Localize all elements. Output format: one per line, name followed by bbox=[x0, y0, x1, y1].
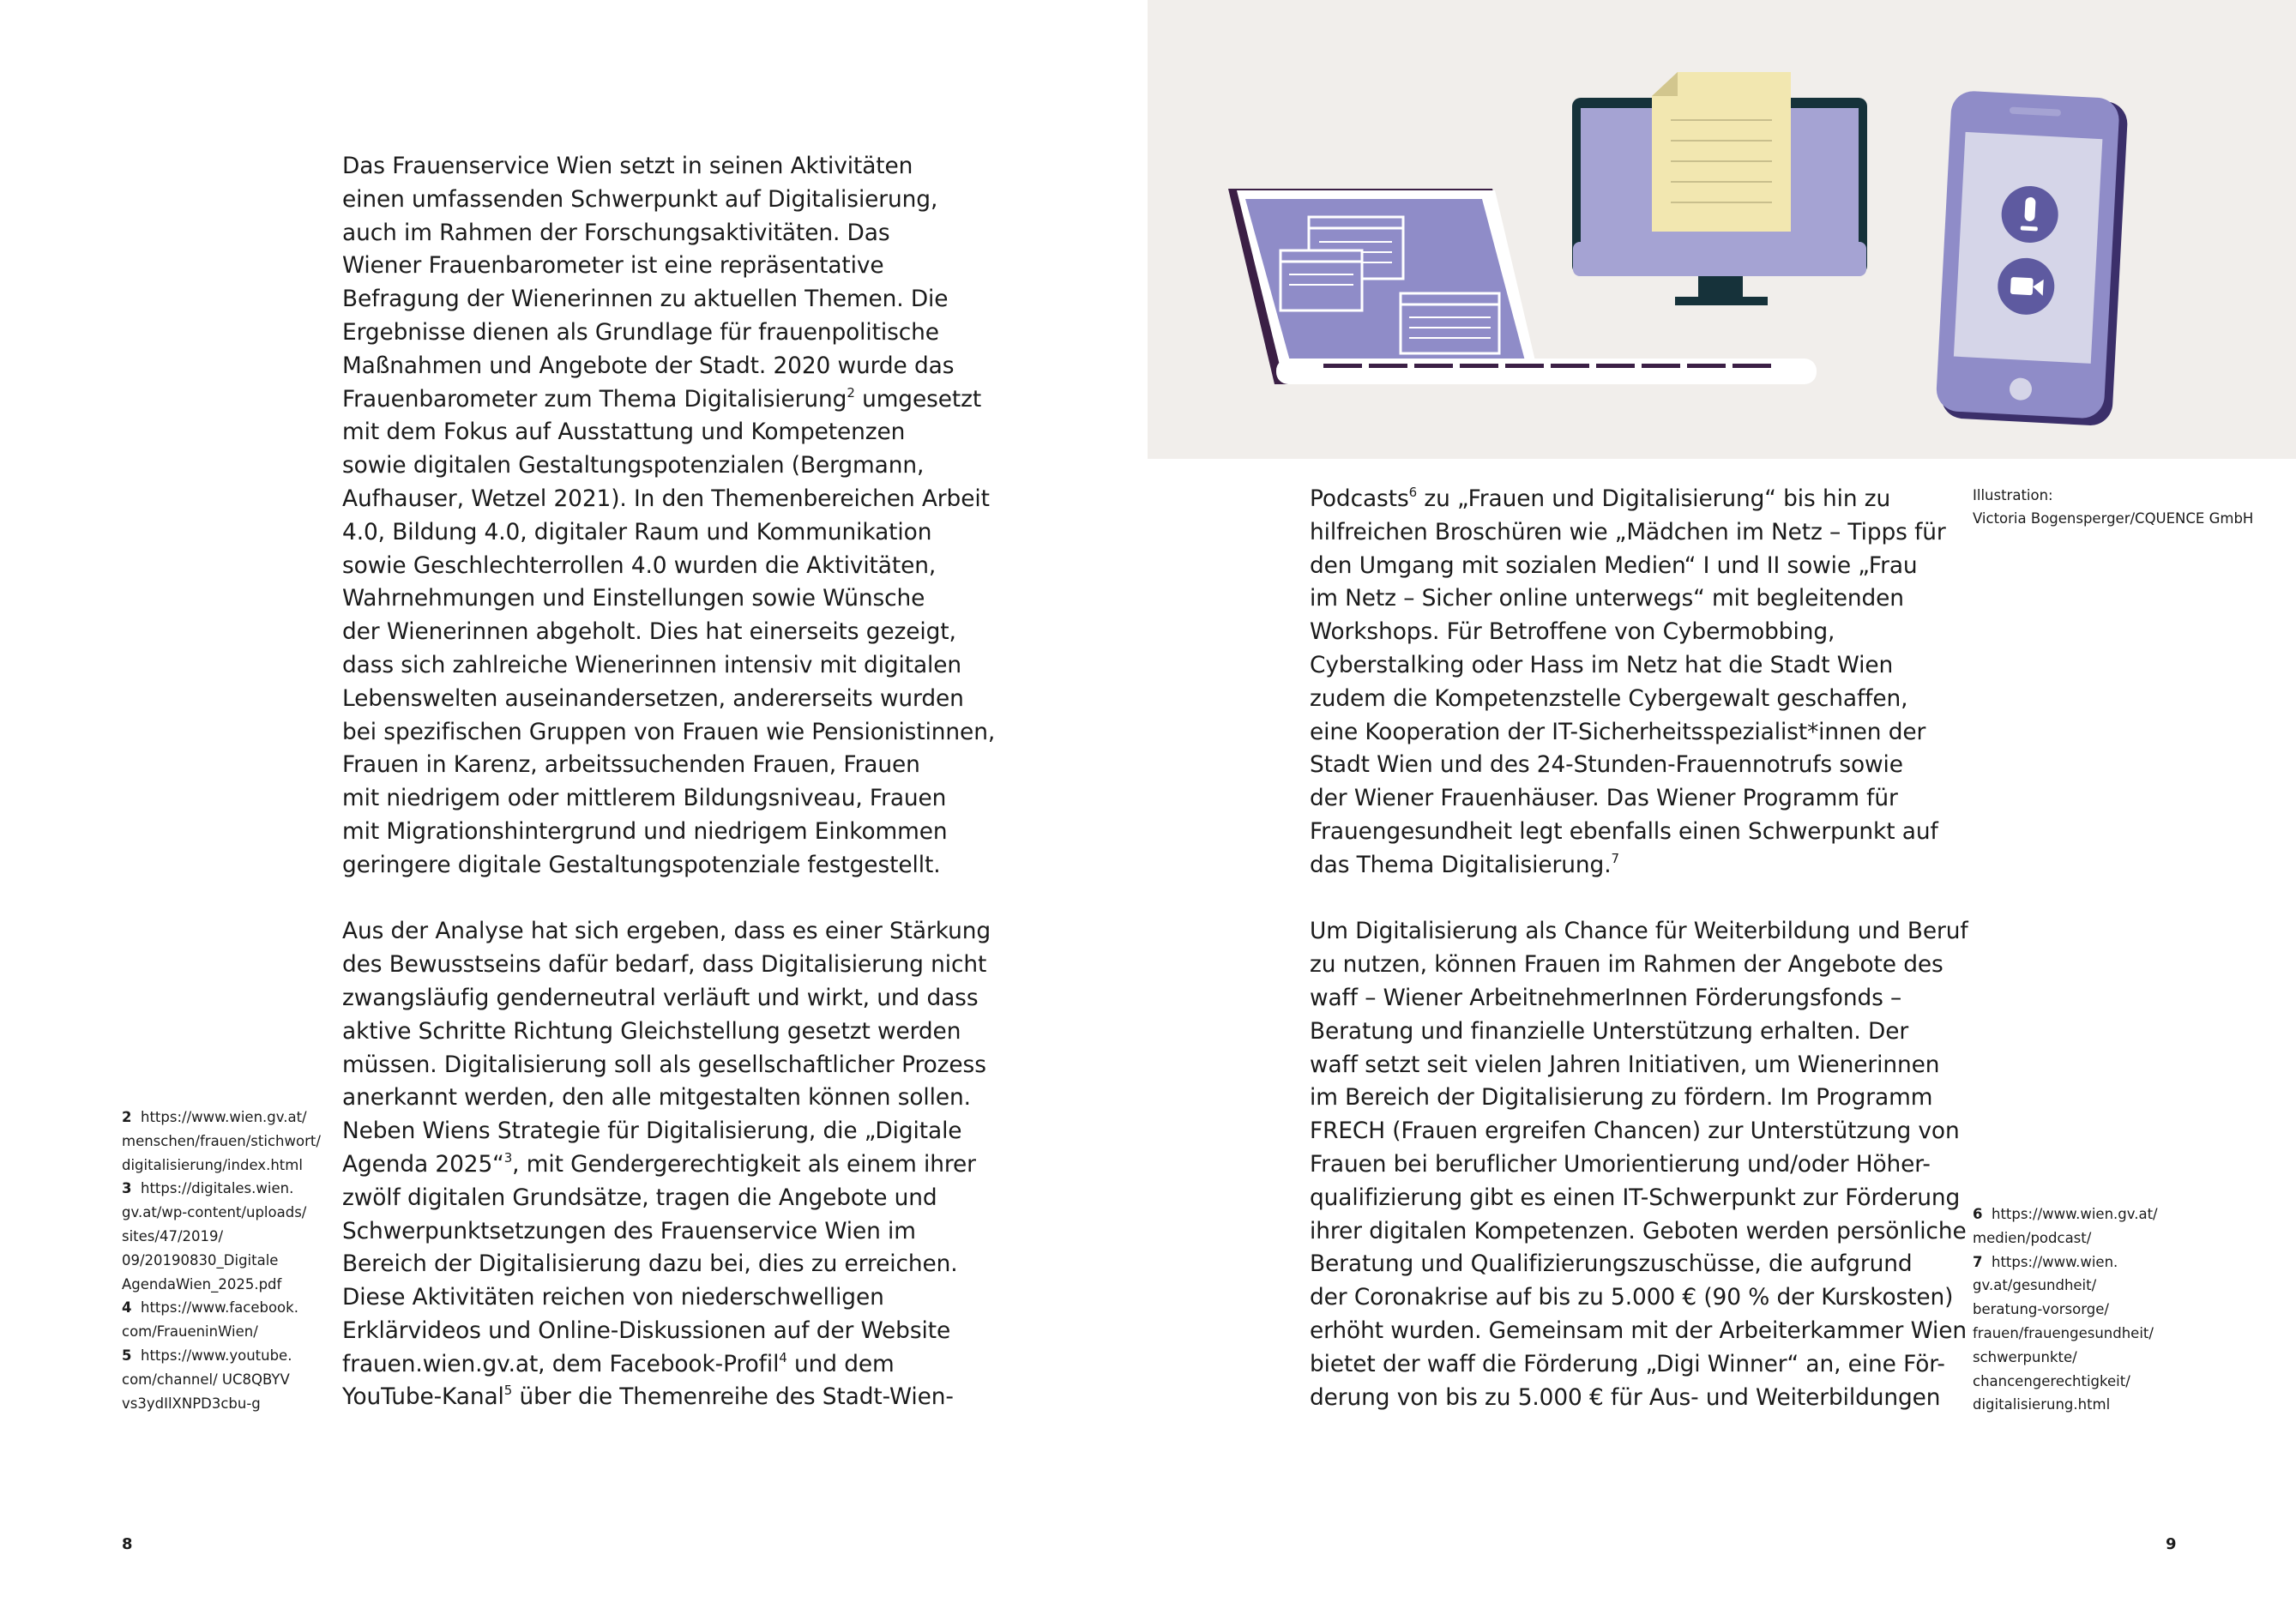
page-number-left: 8 bbox=[122, 1535, 133, 1553]
footnote-link[interactable]: vs3ydIlXNPD3cbu-g bbox=[122, 1395, 261, 1412]
footnote-link[interactable]: https://www.youtube. bbox=[140, 1347, 292, 1364]
text-line: waff setzt seit vielen Jahren Initiativen, um Wienerinnen bbox=[1310, 1051, 1940, 1078]
text-fragment: über die Themenreihe des Stadt-Wien- bbox=[512, 1383, 954, 1411]
text-line: dass sich zahlreiche Wienerinnen intensiv mit digitalen bbox=[342, 651, 962, 678]
text-line: müssen. Digitalisierung soll als gesellschaftlicher Prozess bbox=[342, 1051, 986, 1078]
text-line: bei spezifischen Gruppen von Frauen wie Pensionistinnen, bbox=[342, 718, 996, 745]
text-line: Diese Aktivitäten reichen von niederschwelligen bbox=[342, 1284, 884, 1311]
text-line bbox=[1310, 849, 1968, 883]
text-line bbox=[1310, 483, 1968, 516]
text-line: Um Digitalisierung als Chance für Weiterbildung und Beruf bbox=[1310, 918, 1968, 945]
footnote-link[interactable]: com/channel/ UC8QBYV bbox=[122, 1371, 290, 1388]
text-line: Stadt Wien und des 24-Stunden-Frauennotrufs sowie bbox=[1310, 751, 1903, 779]
right-paragraph-1 bbox=[1310, 483, 1968, 883]
text-line: zwölf digitalen Grundsätze, tragen die Angebote und bbox=[342, 1184, 937, 1211]
text-line: qualifizierung gibt es einen IT-Schwerpunkt zur Förderung bbox=[1310, 1184, 1961, 1211]
digital-devices-illustration bbox=[1148, 0, 2296, 459]
footnote-link[interactable]: https://www.wien.gv.at/ bbox=[140, 1109, 307, 1125]
footnote-link[interactable]: AgendaWien_2025.pdf bbox=[122, 1275, 282, 1293]
footnote-link[interactable]: sites/47/2019/ bbox=[122, 1227, 224, 1244]
text-line: im Netz – Sicher online unterwegs“ mit begleitenden bbox=[1310, 585, 1904, 612]
footnote-link[interactable]: frauen/frauengesundheit/ bbox=[1973, 1324, 2154, 1341]
text-line: des Bewusstseins dafür bedarf, dass Digitalisierung nicht bbox=[342, 951, 987, 979]
text-line: mit dem Fokus auf Ausstattung und Kompetenzen bbox=[342, 419, 906, 446]
footnote-line bbox=[122, 1106, 321, 1130]
footnote-number: 4 bbox=[122, 1299, 132, 1317]
left-footnotes bbox=[122, 1106, 321, 1415]
text-fragment: umgesetzt bbox=[862, 385, 982, 413]
text-line: der Wienerinnen abgeholt. Dies hat einerseits gezeigt, bbox=[342, 618, 956, 646]
footnote-link[interactable]: https://www.wien.gv.at/ bbox=[1991, 1206, 2158, 1222]
text-line: Frauen in Karenz, arbeitssuchenden Frauen, Frauen bbox=[342, 751, 920, 779]
text-line: der Wiener Frauenhäuser. Das Wiener Programm für bbox=[1310, 785, 1898, 812]
footnote-number: 3 bbox=[122, 1180, 132, 1197]
page-number-right: 9 bbox=[2166, 1535, 2177, 1553]
text-line: Befragung der Wienerinnen zu aktuellen Themen. Die bbox=[342, 286, 949, 313]
text-fragment: YouTube-Kanal bbox=[342, 1383, 504, 1411]
text-line: Beratung und Qualifizierungszuschüsse, die aufgrund bbox=[1310, 1250, 1913, 1278]
text-line: sowie Geschlechterrollen 4.0 wurden die Aktivitäten, bbox=[342, 551, 937, 579]
text-fragment: Agenda 2025“ bbox=[342, 1150, 504, 1178]
footnote-ref-5: 5 bbox=[503, 1383, 513, 1399]
text-line: Aus der Analyse hat sich ergeben, dass es einer Stärkung bbox=[342, 918, 991, 945]
text-line: Frauen bei beruflicher Umorientierung und/oder Höher- bbox=[1310, 1150, 1931, 1178]
footnote-link[interactable]: gv.at/wp-content/uploads/ bbox=[122, 1204, 307, 1221]
paragraph-gap bbox=[1310, 883, 1968, 916]
text-line: der Coronakrise auf bis zu 5.000 € (90 % der Kurskosten) bbox=[1310, 1284, 1954, 1311]
text-line: derung von bis zu 5.000 € für Aus- und Weiterbildungen bbox=[1310, 1383, 1941, 1411]
text-line: Frauengesundheit legt ebenfalls einen Schwerpunkt auf bbox=[1310, 817, 1938, 845]
text-fragment: Frauenbarometer zum Thema Digitalisierung bbox=[342, 385, 847, 413]
footnote-number: 2 bbox=[122, 1109, 132, 1125]
text-line: sowie digitalen Gestaltungspotenzialen (Bergmann, bbox=[342, 452, 925, 479]
right-footnotes bbox=[1973, 1202, 2158, 1417]
footnote-link[interactable]: medien/podcast/ bbox=[1973, 1229, 2092, 1246]
text-line: Wahrnehmungen und Einstellungen sowie Wünsche bbox=[342, 585, 925, 612]
text-line bbox=[342, 383, 995, 417]
text-line: eine Kooperation der IT-Sicherheitsspezialist*innen der bbox=[1310, 718, 1926, 745]
footnote-line bbox=[122, 1296, 321, 1320]
text-line: aktive Schritte Richtung Gleichstellung gesetzt werden bbox=[342, 1017, 961, 1045]
text-line: Ergebnisse dienen als Grundlage für frauenpolitische bbox=[342, 318, 939, 346]
text-line: Das Frauenservice Wien setzt in seinen Aktivitäten bbox=[342, 153, 913, 179]
footnote-ref-3: 3 bbox=[503, 1149, 513, 1166]
text-line: FRECH (Frauen ergreifen Chancen) zur Unterstützung von bbox=[1310, 1118, 1960, 1145]
text-fragment: zu „Frauen und Digitalisierung“ bis hin zu bbox=[1417, 485, 1891, 512]
document-icon bbox=[1652, 72, 1791, 232]
right-paragraph-2 bbox=[1310, 915, 1968, 1414]
footnote-line bbox=[1973, 1202, 2158, 1226]
footnote-ref-6: 6 bbox=[1408, 485, 1418, 500]
footnote-line bbox=[122, 1177, 321, 1201]
footnote-link[interactable]: https://digitales.wien. bbox=[140, 1180, 294, 1197]
footnote-link[interactable]: beratung-vorsorge/ bbox=[1973, 1301, 2109, 1318]
footnote-link[interactable]: 09/20190830_Digitale bbox=[122, 1251, 279, 1268]
footnote-ref-7: 7 bbox=[1611, 850, 1619, 866]
text-line: Beratung und finanzielle Unterstützung erhalten. Der bbox=[1310, 1017, 1909, 1045]
text-line: den Umgang mit sozialen Medien“ I und II sowie „Frau bbox=[1310, 551, 1918, 579]
text-line: Erklärvideos und Online-Diskussionen auf der Website bbox=[342, 1317, 951, 1344]
illustration-svg bbox=[1148, 0, 2296, 459]
text-line bbox=[342, 1348, 995, 1382]
smartphone-icon bbox=[1935, 90, 2129, 426]
text-line: mit niedrigem oder mittlerem Bildungsniveau, Frauen bbox=[342, 785, 947, 812]
text-line bbox=[342, 1381, 995, 1414]
text-line: anerkannt werden, den alle mitgestalten können sollen. bbox=[342, 1084, 971, 1112]
text-line: geringere digitale Gestaltungspotenziale festgestellt. bbox=[342, 851, 941, 878]
text-line bbox=[342, 1148, 995, 1182]
text-line: Workshops. Für Betroffene von Cybermobbing, bbox=[1310, 618, 1835, 646]
text-line: auch im Rahmen der Forschungsaktivitäten. Das bbox=[342, 219, 890, 246]
text-line: erhöht wurden. Gemeinsam mit der Arbeiterkammer Wien bbox=[1310, 1317, 1968, 1344]
text-line: Neben Wiens Strategie für Digitalisierung, die „Digitale bbox=[342, 1118, 962, 1145]
text-line: im Bereich der Digitalisierung zu fördern. Im Programm bbox=[1310, 1084, 1933, 1112]
footnote-link[interactable]: https://www.facebook. bbox=[140, 1299, 298, 1317]
left-main-text bbox=[342, 150, 995, 1414]
footnote-line bbox=[122, 1344, 321, 1368]
text-line: hilfreichen Broschüren wie „Mädchen im Netz – Tipps für bbox=[1310, 518, 1946, 545]
left-paragraph-1 bbox=[342, 150, 995, 883]
footnote-link[interactable]: com/FraueninWien/ bbox=[122, 1323, 258, 1341]
text-fragment: frauen.wien.gv.at, dem Facebook-Profil bbox=[342, 1350, 780, 1377]
text-line: zu nutzen, können Frauen im Rahmen der Angebote des bbox=[1310, 951, 1943, 979]
right-main-text bbox=[1310, 483, 1968, 1414]
footnote-line bbox=[1973, 1250, 2158, 1275]
browser-window-icon bbox=[1281, 250, 1362, 310]
footnote-number: 7 bbox=[1973, 1253, 1983, 1270]
footnote-number: 5 bbox=[122, 1347, 132, 1364]
text-fragment: , mit Gendergerechtigkeit als einem ihrer bbox=[512, 1150, 976, 1178]
text-line: Bereich der Digitalisierung dazu bei, dies zu erreichen. bbox=[342, 1250, 958, 1278]
text-line: Wiener Frauenbarometer ist eine repräsentative bbox=[342, 252, 884, 280]
footnote-link[interactable]: menschen/frauen/stichwort/ bbox=[122, 1132, 321, 1149]
text-fragment: das Thema Digitalisierung. bbox=[1310, 851, 1612, 878]
text-line: Lebenswelten auseinandersetzen, andererseits wurden bbox=[342, 684, 964, 712]
credit-line: Illustration: bbox=[1973, 487, 2053, 503]
footnote-number: 6 bbox=[1973, 1206, 1983, 1222]
text-line: Schwerpunktsetzungen des Frauenservice Wien im bbox=[342, 1217, 916, 1244]
footnote-link[interactable]: schwerpunkte/ bbox=[1973, 1348, 2077, 1365]
text-line: mit Migrationshintergrund und niedrigem Einkommen bbox=[342, 817, 948, 845]
text-line: einen umfassenden Schwerpunkt auf Digitalisierung, bbox=[342, 185, 938, 213]
text-fragment: Podcasts bbox=[1310, 485, 1409, 512]
text-line: ihrer digitalen Kompetenzen. Geboten werden persönliche bbox=[1310, 1217, 1967, 1244]
footnote-link[interactable]: gv.at/gesundheit/ bbox=[1973, 1277, 2097, 1294]
text-fragment: und dem bbox=[786, 1350, 895, 1377]
text-line: 4.0, Bildung 4.0, digitaler Raum und Kommunikation bbox=[342, 518, 932, 545]
footnote-ref-2: 2 bbox=[847, 384, 855, 401]
right-page bbox=[1148, 0, 2296, 1621]
footnote-link[interactable]: digitalisierung.html bbox=[1973, 1396, 2111, 1413]
text-line: bietet der waff die Förderung „Digi Winner“ an, eine För- bbox=[1310, 1350, 1945, 1377]
text-line: waff – Wiener ArbeitnehmerInnen Förderungsfonds – bbox=[1310, 984, 1902, 1011]
footnote-ref-4: 4 bbox=[779, 1349, 787, 1365]
footnote-link[interactable]: https://www.wien. bbox=[1991, 1253, 2118, 1270]
credit-line: Victoria Bogensperger/CQUENCE GmbH bbox=[1973, 510, 2254, 527]
text-line: Maßnahmen und Angebote der Stadt. 2020 wurde das bbox=[342, 352, 955, 379]
footnote-link[interactable]: chancengerechtigkeit/ bbox=[1973, 1372, 2130, 1389]
footnote-link[interactable]: digitalisierung/index.html bbox=[122, 1156, 303, 1173]
text-line: zudem die Kompetenzstelle Cybergewalt geschaffen, bbox=[1310, 684, 1908, 712]
text-line: Cyberstalking oder Hass im Netz hat die Stadt Wien bbox=[1310, 651, 1894, 678]
left-paragraph-2 bbox=[342, 915, 995, 1414]
illustration-credit bbox=[1973, 484, 2253, 530]
paragraph-gap bbox=[342, 883, 995, 916]
text-line: zwangsläufig genderneutral verläuft und wirkt, und dass bbox=[342, 984, 979, 1011]
browser-window-icon bbox=[1401, 293, 1499, 353]
text-line: Aufhauser, Wetzel 2021). In den Themenbereichen Arbeit bbox=[342, 485, 990, 512]
